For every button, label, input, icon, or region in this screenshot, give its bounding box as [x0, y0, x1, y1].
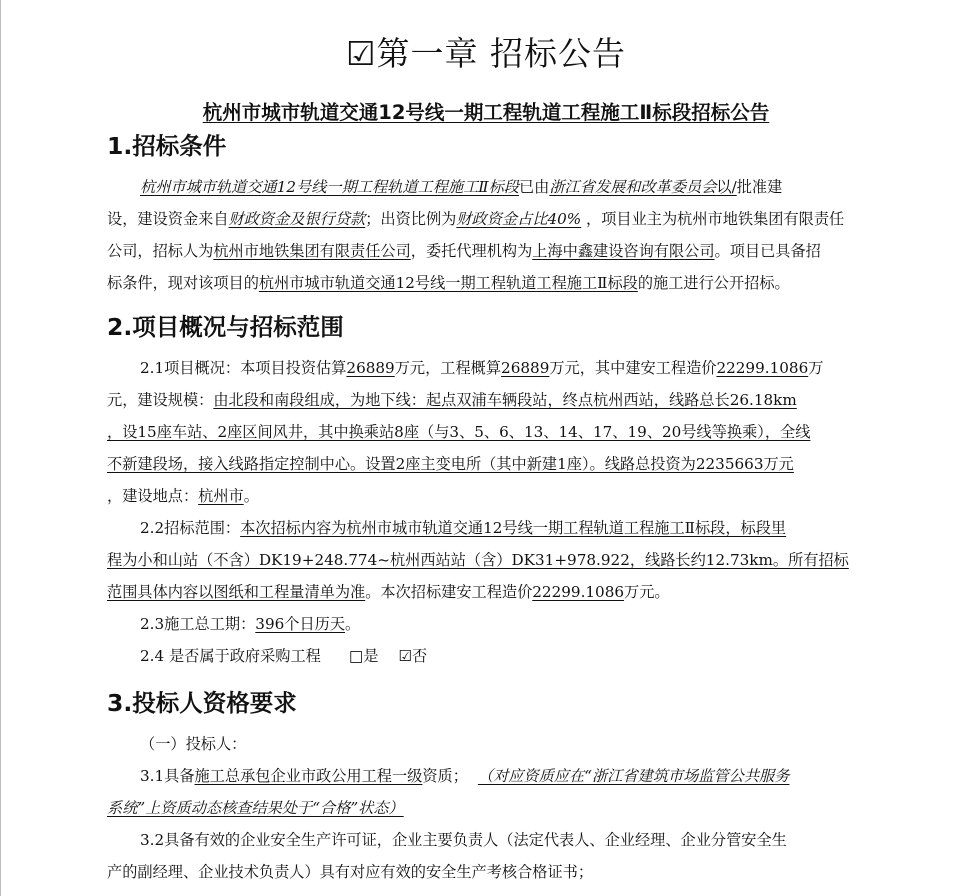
s3-line-1: 3.1具备施工总承包企业市政公用工程一级资质； （对应资质应在“浙江省建筑市场监管公共服务 — [140, 767, 790, 785]
project-name: 杭州市城市轨道交通12号线一期工程轨道工程施工Ⅱ标段 — [140, 178, 519, 196]
tenderer: 杭州市地铁集团有限责任公司 — [213, 242, 411, 260]
section-1-heading: 1.招标条件 — [107, 132, 227, 160]
s1-line-2: 设，建设资金来自财政资金及银行贷款；出资比例为财政资金占比40% ，项目业主为杭州市地铁集团有限责任 — [107, 210, 845, 228]
section-2-heading: 2.项目概况与招标范围 — [107, 313, 344, 341]
qualification: 施工总承包企业市政公用工程一级 — [194, 767, 423, 785]
duration: 396个日历天 — [255, 615, 346, 633]
document-title: 杭州市城市轨道交通12号线一期工程轨道工程施工Ⅱ标段招标公告 — [202, 101, 770, 124]
page-edge — [0, 0, 1, 896]
fund-source: 财政资金及银行贷款 — [228, 210, 366, 228]
chapter-title: ☑第一章 招标公告 — [345, 34, 627, 73]
scope-line-2: 程为小和山站（不含）DK19+248.774~杭州西站站（含）DK31+978.922，线路长约12.73km。所有招标 — [107, 551, 849, 569]
s2-line-4 — [107, 448, 877, 480]
s2-line-1: 2.1项目概况：本项目投资估算26889万元，工程概算26889万元，其中建安工程造价22299.1086万 — [140, 359, 824, 377]
tender-cost: 22299.1086 — [532, 583, 625, 601]
scale-line-1: 由北段和南段组成，为地下线：起点双浦车辆段站，终点杭州西站，线路总长26.18km — [213, 391, 797, 409]
approver: 浙江省发展和改革委员会 — [549, 178, 717, 196]
s2-line-2: 元，建设规模：由北段和南段组成，为地下线：起点双浦车辆段站，终点杭州西站，线路总长26.18km — [107, 391, 797, 409]
construction-cost: 22299.1086 — [716, 359, 809, 377]
s1-line-4: 标条件，现对该项目的杭州市城市轨道交通12号线一期工程轨道工程施工Ⅱ标段的施工进行公开招标。 — [107, 274, 790, 292]
qualification-note-1: （对应资质应在“浙江省建筑市场监管公共服务 — [477, 767, 790, 785]
qualification-note-2: 系统”上资质动态核查结果处于“合格”状态） — [107, 799, 404, 817]
s3-line-3: 3.2具备有效的企业安全生产许可证，企业主要负责人（法定代表人、企业经理、企业分管安全生 — [140, 831, 787, 849]
s2-line-9: 2.3施工总工期：396个日历天。 — [140, 615, 361, 633]
option-no-checkbox[interactable]: ☑否 — [398, 647, 428, 665]
investment-estimate: 26889 — [346, 359, 395, 377]
section-3-heading: 3.投标人资格要求 — [107, 689, 297, 717]
option-yes-checkbox[interactable]: □是 — [348, 647, 379, 665]
s1-line-3: 公司，招标人为杭州市地铁集团有限责任公司，委托代理机构为上海中鑫建设咨询有限公司。项目已具备招 — [107, 242, 821, 260]
s2-line-3 — [107, 416, 877, 448]
s2-line-7 — [107, 544, 877, 576]
scale-line-3: 不新建段场，接入线路指定控制中心。设置2座主变电所（其中新建1座）。线路总投资为2235663万元 — [107, 455, 794, 473]
section-3-body — [107, 728, 877, 888]
scope-line-1: 本次招标内容为杭州市城市轨道交通12号线一期工程轨道工程施工Ⅱ标段，标段里 — [240, 519, 787, 537]
s2-line-6: 2.2招标范围：本次招标内容为杭州市城市轨道交通12号线一期工程轨道工程施工Ⅱ标段，标段里 — [140, 519, 787, 537]
section-1-body — [107, 171, 877, 299]
scale-line-2: ，设15座车站、2座区间风井，其中换乘站8座（与3、5、6、13、14、17、19、20号线等换乘），全线 — [107, 423, 811, 441]
project-name-2: 杭州市城市轨道交通12号线一期工程轨道工程施工Ⅱ标段 — [258, 274, 638, 292]
s2-line-8: 范围具体内容以图纸和工程量清单为准。本次招标建安工程造价22299.1086万元。 — [107, 583, 670, 601]
scope-line-3: 范围具体内容以图纸和工程量清单为准 — [107, 583, 366, 601]
s2-line-5: ，建设地点：杭州市。 — [107, 487, 259, 505]
section-2-body — [107, 352, 877, 672]
s1-line-1: 杭州市城市轨道交通12号线一期工程轨道工程施工Ⅱ标段已由浙江省发展和改革委员会以/批准建 — [140, 178, 783, 196]
s3-line-4: 产的副经理、企业技术负责人）具有对应有效的安全生产考核合格证书； — [107, 863, 593, 881]
fund-ratio: 财政资金占比40% — [456, 210, 582, 228]
s3-line-2 — [107, 792, 877, 824]
agency: 上海中鑫建设咨询有限公司 — [532, 242, 715, 260]
s2-line-10: 2.4 是否属于政府采购工程 □是 ☑否 — [140, 647, 428, 665]
location: 杭州市 — [198, 487, 244, 505]
s3-sub-1: （一）投标人： — [140, 735, 247, 753]
budget: 26889 — [501, 359, 550, 377]
